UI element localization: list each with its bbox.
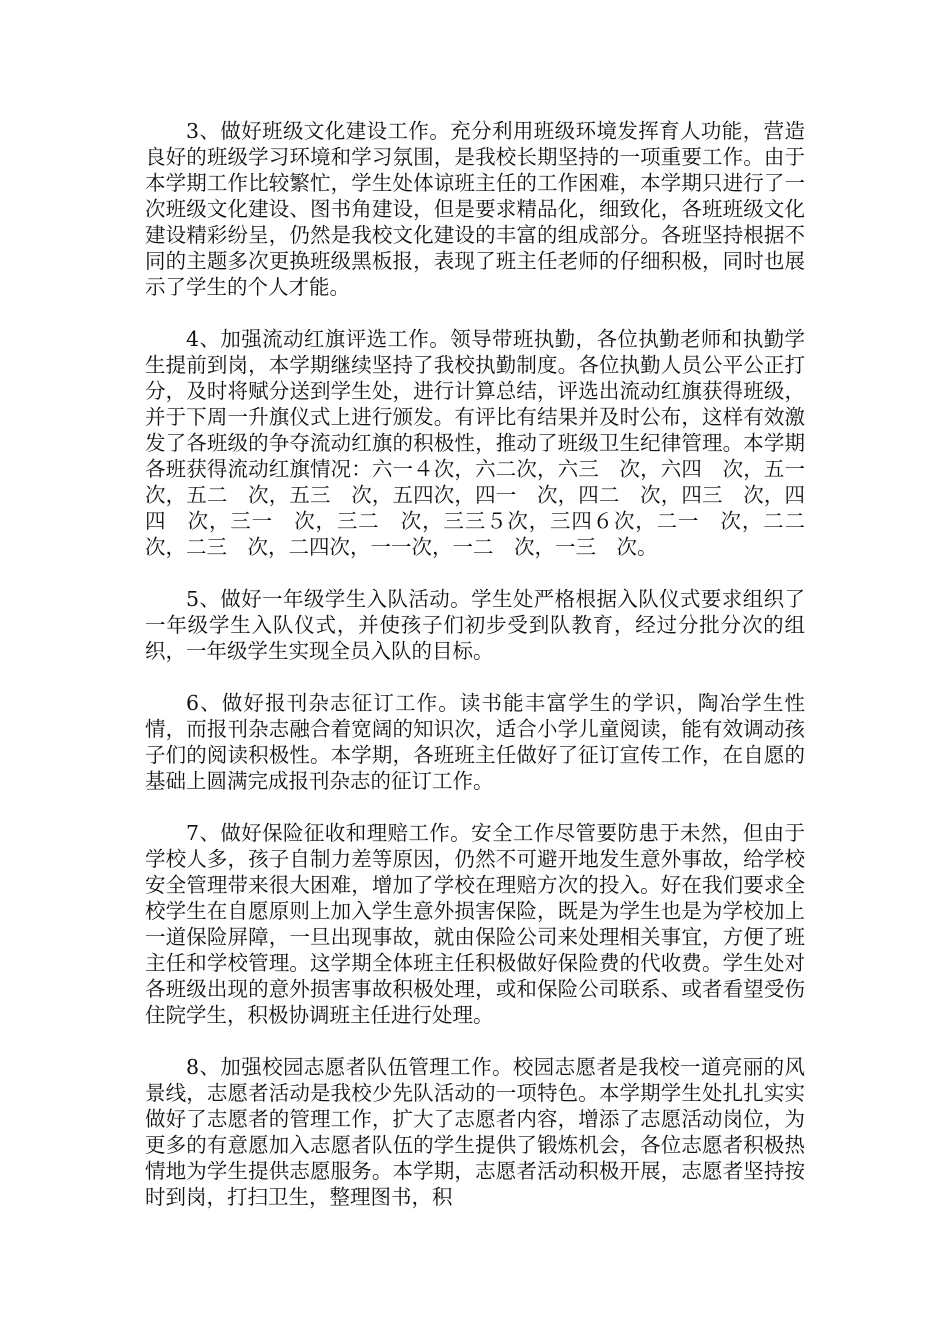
- document-body: [145, 118, 826, 1210]
- paragraph-volunteer-management: 8、加强校园志愿者队伍管理工作。校园志愿者是我校一道亮丽的风景线，志愿者活动是我校少先队活动的一项特色。本学期学生处扎扎实实做好了志愿者的管理工作，扩大了志愿者内容，增添了志愿活动岗位，为更多的有意愿加入志愿者队伍的学生提供了锻炼机会，各位志愿者积极热情地为学生提供志愿服务。本学期，志愿者活动积极开展，志愿者坚持按时到岗，打扫卫生，整理图书，积: [145, 1055, 805, 1209]
- paragraph-red-flag-selection: 4、加强流动红旗评选工作。领导带班执勤，各位执勤老师和执勤学生提前到岗，本学期继续坚持了我校执勤制度。各位执勤人员公平公正打分，及时将赋分送到学生处，进行计算总结，评选出流动红旗获得班级，并于下周一升旗仪式上进行颁发。有评比有结果并及时公布，这样有效激发了各班级的争夺流动红旗的积极性，推动了班级卫生纪律管理。本学期各班获得流动红旗情况：六一４次，六二次，六三 次，六四 次，五一 次，五二 次，五三 次，五四次，四一 次，四二 次，四三 次，四四 次，三一 次，三二 次，三三５次，三四６次，二一 次，二二 次，二三 次，二四次，一一次，一二 次，一三 次。: [145, 327, 826, 559]
- paragraph-insurance-work: 7、做好保险征收和理赔工作。安全工作尽管要防患于未然，但由于学校人多，孩子自制力差等原因，仍然不可避开地发生意外事故，给学校安全管理带来很大困难，增加了学校在理赔方次的投入。好在我们要求全校学生在自愿原则上加入学生意外损害保险，既是为学生也是为学校加上一道保险屏障，一旦出现事故，就由保险公司来处理相关事宜，方便了班主任和学校管理。这学期全体班主任积极做好保险费的代收费。学生处对各班级出现的意外损害事故积极处理，或和保险公司联系、或者看望受伤住院学生，积极协调班主任进行处理。: [145, 821, 805, 1027]
- paragraph-first-grade-induction: 5、做好一年级学生入队活动。学生处严格根据入队仪式要求组织了一年级学生入队仪式，并使孩子们初步受到队教育，经过分批分次的组织，一年级学生实现全员入队的目标。: [145, 587, 805, 663]
- paragraph-class-culture: 3、做好班级文化建设工作。充分利用班级环境发挥育人功能，营造良好的班级学习环境和学习氛围，是我校长期坚持的一项重要工作。由于本学期工作比较繁忙，学生处体谅班主任的工作困难，本学期只进行了一次班级文化建设、图书角建设，但是要求精品化，细致化，各班班级文化建设精彩纷呈，仍然是我校文化建设的丰富的组成部分。各班坚持根据不同的主题多次更换班级黑板报，表现了班主任老师的仔细积极，同时也展示了学生的个人才能。: [145, 119, 805, 299]
- paragraph-magazine-subscription: 6、做好报刊杂志征订工作。读书能丰富学生的学识，陶冶学生性情，而报刊杂志融合着宽阔的知识次，适合小学儿童阅读，能有效调动孩子们的阅读积极性。本学期，各班班主任做好了征订宣传工作，在自愿的基础上圆满完成报刊杂志的征订工作。: [145, 691, 805, 793]
